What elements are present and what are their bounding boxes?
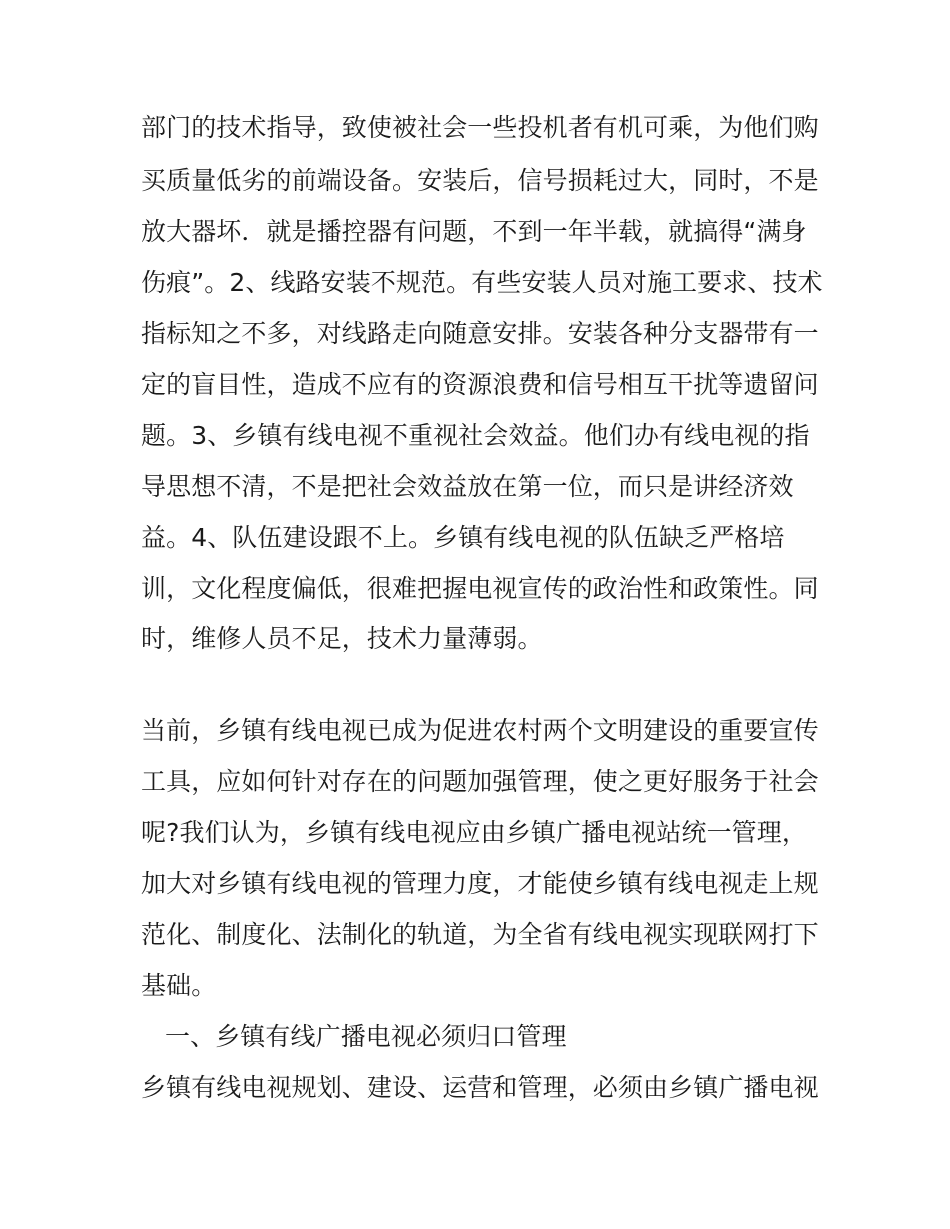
paragraph-line: 乡镇有线电视规划、建设、运营和管理，必须由乡镇广播电视 [141, 1073, 819, 1102]
paragraph-line: 买质量低劣的前端设备。安装后，信号损耗过大，同时，不是 [141, 166, 819, 195]
paragraph-line: 时，维修人员不足，技术力量薄弱。 [141, 624, 543, 653]
paragraph-line: 益。4、队伍建设跟不上。乡镇有线电视的队伍缺乏严格培 [141, 523, 785, 552]
paragraph-line: 范化、制度化、法制化的轨道，为全省有线电视实现联网打下 [141, 920, 819, 949]
paragraph-line: 当前，乡镇有线电视已成为促进农村两个文明建设的重要宣传 [141, 716, 819, 745]
paragraph-line: 加大对乡镇有线电视的管理力度，才能使乡镇有线电视走上规 [141, 869, 819, 898]
paragraph-line: 训，文化程度偏低，很难把握电视宣传的政治性和政策性。同 [141, 574, 819, 603]
paragraph-line: 工具，应如何针对存在的问题加强管理，使之更好服务于社会 [141, 767, 819, 796]
paragraph-line: 部门的技术指导，致使被社会一些投机者有机可乘，为他们购 [141, 113, 819, 142]
paragraph-line: 导思想不清，不是把社会效益放在第一位，而只是讲经济效 [141, 472, 794, 501]
paragraph-line: 基础。 [141, 971, 217, 1000]
paragraph-line: 伤痕”。2、线路安装不规范。有些安装人员对施工要求、技术 [141, 268, 823, 297]
paragraph-line: 放大器坏．就是播控器有问题，不到一年半载，就搞得“满身 [141, 217, 807, 246]
paragraph-line: 定的盲目性，造成不应有的资源浪费和信号相互干扰等遗留问 [141, 370, 819, 399]
paragraph-line: 呢?我们认为，乡镇有线电视应由乡镇广播电视站统一管理， [141, 818, 807, 847]
paragraph-line: 题。3、乡镇有线电视不重视社会效益。他们办有线电视的指 [141, 421, 810, 450]
section-heading: 一、乡镇有线广播电视必须归口管理 [165, 1022, 567, 1051]
paragraph-line: 指标知之不多，对线路走向随意安排。安装各种分支器带有一 [141, 319, 819, 348]
